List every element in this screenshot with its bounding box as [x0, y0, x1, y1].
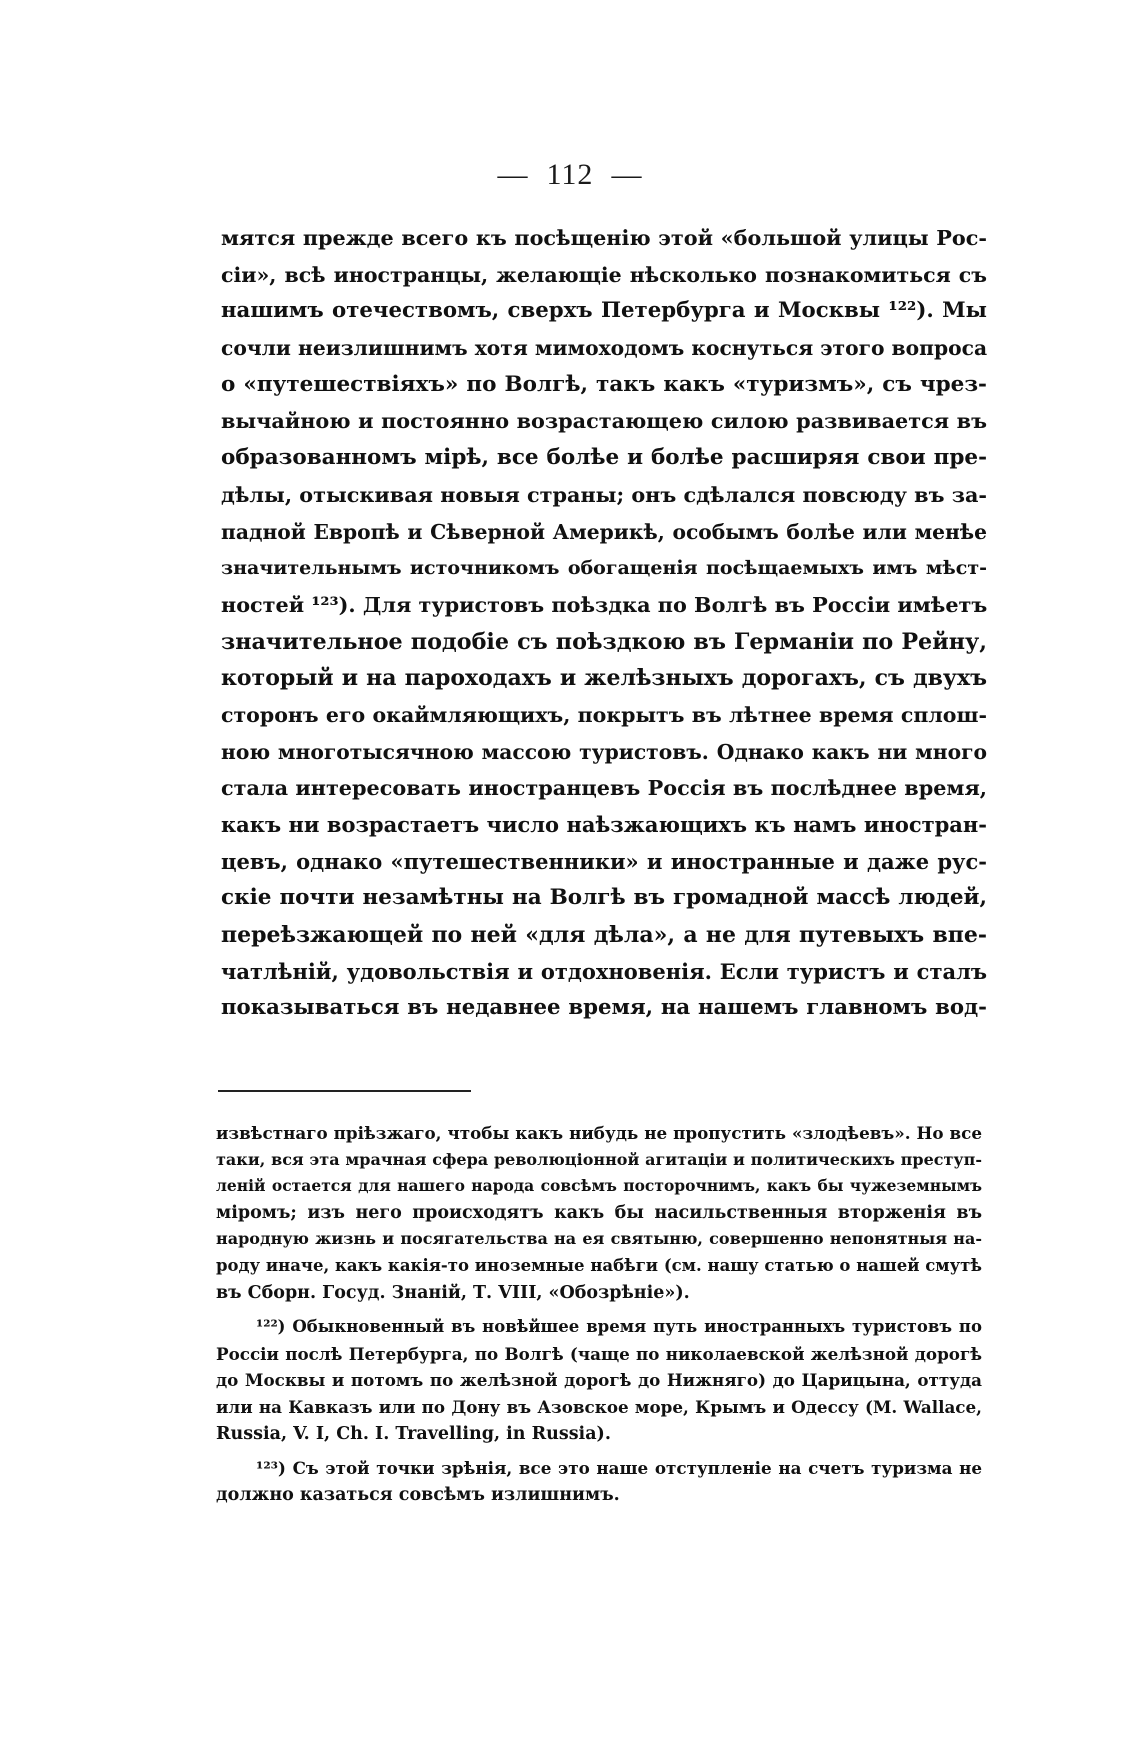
- main-text-block: [221, 220, 987, 1027]
- text-line: чатлѣній, удовольствія и отдохновенія. Если туристъ и сталъ: [221, 958, 987, 984]
- text-line: цевъ, однако «путешественники» и иностранные и даже рус-: [221, 848, 987, 874]
- text-line: переѣзжающей по ней «для дѣла», а не для путевыхъ впе-: [221, 922, 987, 949]
- footnote-continuation: [216, 1120, 982, 1306]
- text-line: который и на пароходахъ и желѣзныхъ дорогахъ, съ двухъ: [221, 665, 987, 692]
- text-line: нашимъ отечествомъ, сверхъ Петербурга и Москвы ¹²²). Мы: [221, 298, 987, 324]
- text-line: ностей ¹²³). Для туристовъ поѣздка по Волгѣ въ Россіи имѣетъ: [221, 592, 987, 617]
- footnotes-block: [216, 1120, 982, 1508]
- text-line: показываться въ недавнее время, на нашемъ главномъ вод-: [221, 995, 987, 1021]
- text-line: ною многотысячною массою туристовъ. Однако какъ ни много: [221, 739, 987, 764]
- text-line: образованномъ мірѣ, все болѣе и болѣе расширяя свои пре-: [221, 445, 987, 471]
- footnote-line: таки, вся эта мрачная сфера революціонной агитаціи и политическихъ преступ-: [216, 1149, 982, 1169]
- footnote-line: ¹²³) Съ этой точки зрѣнія, все это наше отступленіе на счетъ туризма не: [256, 1458, 982, 1479]
- text-line: сіи», всѣ иностранцы, желающіе нѣсколько познакомиться съ: [221, 262, 987, 287]
- footnote-line: Россіи послѣ Петербурга, по Волгѣ (чаще по николаевской желѣзной дорогѣ: [216, 1343, 982, 1364]
- text-line: стала интересовать иностранцевъ Россія въ послѣднее время,: [221, 776, 987, 801]
- footnote-123: [216, 1455, 982, 1508]
- text-line: скіе почти незамѣтны на Волгѣ въ громадной массѣ людей,: [221, 885, 987, 911]
- footnote-line: міромъ; изъ него происходятъ какъ бы насильственныя вторженія въ: [216, 1202, 982, 1223]
- footnote-line: народную жизнь и посягательства на ея святыню, совершенно непонятныя на-: [216, 1229, 982, 1249]
- footnote-line: должно казаться совсѣмъ излишнимъ.: [216, 1484, 620, 1505]
- text-line: о «путешествіяхъ» по Волгѣ, такъ какъ «туризмъ», съ чрез-: [221, 371, 987, 397]
- footnote-line: въ Сборн. Госуд. Знаній, Т. VIII, «Обозрѣніе»).: [216, 1282, 690, 1303]
- footnote-line: извѣстнаго пріѣзжаго, чтобы какъ нибудь не пропустить «злодѣевъ». Но все: [216, 1123, 982, 1143]
- text-line: мятся прежде всего къ посѣщенію этой «большой улицы Рос-: [221, 226, 987, 250]
- page-number-dash-left: —: [497, 158, 529, 191]
- footnote-122: [216, 1314, 982, 1447]
- text-line: дѣлы, отыскивая новыя страны; онъ сдѣлался повсюду въ за-: [221, 482, 987, 507]
- page-number-value: 112: [546, 158, 594, 191]
- text-line: сочли неизлишнимъ хотя мимоходомъ коснуться этого вопроса: [221, 336, 987, 361]
- footnote-line: или на Кавказъ или по Дону въ Азовское море, Крымъ и Одессу (M. Wallace,: [216, 1396, 982, 1417]
- footnote-line: леній остается для нашего народа совсѣмъ посторочнимъ, какъ бы чужеземнымъ: [216, 1176, 982, 1196]
- footnote-separator: [218, 1090, 471, 1092]
- text-line: значительнымъ источникомъ обогащенія посѣщаемыхъ имъ мѣст-: [221, 557, 987, 580]
- footnote-line: роду иначе, какъ какія-то иноземные набѣги (см. нашу статью о нашей смутѣ: [216, 1255, 982, 1275]
- text-line: вычайною и постоянно возрастающею силою развивается въ: [221, 409, 987, 434]
- text-line: сторонъ его окаймляющихъ, покрытъ въ лѣтнее время сплош-: [221, 702, 987, 727]
- text-line: значительное подобіе съ поѣздкою въ Германіи по Рейну,: [221, 628, 987, 655]
- footnote-line: Russia, V. I, Ch. I. Travelling, in Russia).: [216, 1423, 611, 1444]
- page-number-dash-right: —: [611, 158, 643, 191]
- text-line: какъ ни возрастаетъ число наѣзжающихъ къ намъ иностран-: [221, 812, 987, 837]
- text-line: падной Европѣ и Сѣверной Америкѣ, особымъ болѣе или менѣе: [221, 519, 987, 544]
- footnote-line: ¹²²) Обыкновенный въ новѣйшее время путь иностранныхъ туристовъ по: [256, 1317, 982, 1337]
- footnote-line: до Москвы и потомъ по желѣзной дорогѣ до Нижняго) до Царицына, оттуда: [216, 1370, 982, 1391]
- page-number: [0, 158, 1140, 192]
